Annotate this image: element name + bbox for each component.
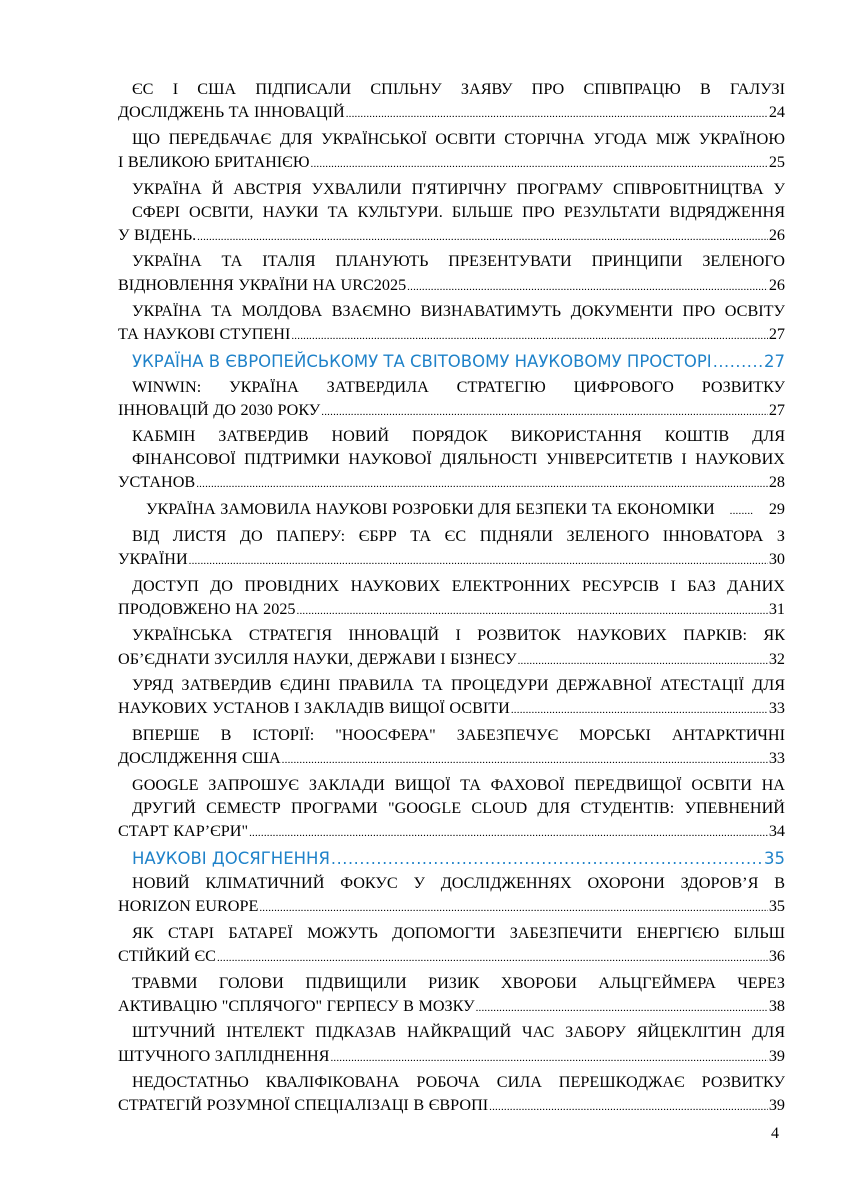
toc-entry-line: ФІНАНСОВОЇ ПІДТРИМКИ НАУКОВОЇ ДІЯЛЬНОСТІ УНІВЕРСИТЕТІВ І НАУКОВИХ (132, 450, 785, 469)
dot-leader (346, 103, 768, 126)
toc-entry-line: ВПЕРШЕ В ІСТОРІЇ: "НООСФЕРА" ЗАБЕЗПЕЧУЄ МОРСЬКІ АНТАРКТИЧНІ (132, 725, 785, 744)
toc-entry[interactable] (118, 972, 785, 1020)
toc-entry-line: УКРАЇНИ (118, 549, 188, 568)
toc-page-number: 31 (768, 599, 785, 618)
dot-leader (331, 847, 763, 871)
table-of-contents (118, 78, 785, 1121)
toc-entry-line: СТРАТЕГІЙ РОЗУМНОЇ СПЕЦІАЛІЗАЦІ В ЄВРОПІ (118, 1096, 489, 1115)
toc-entry-line: ЯК СТАРІ БАТАРЕЇ МОЖУТЬ ДОПОМОГТИ ЗАБЕЗПЕЧИТИ ЕНЕРГІЄЮ БІЛЬШ (132, 923, 785, 942)
toc-entry-line: СТІЙКИЙ ЄС (118, 947, 216, 965)
toc-entry-line: НЕДОСТАТНЬО КВАЛІФІКОВАНА РОБОЧА СИЛА ПЕРЕШКОДЖАЄ РОЗВИТКУ (132, 1073, 785, 1092)
toc-entry[interactable] (118, 774, 785, 845)
dot-leader (511, 699, 768, 722)
toc-entry[interactable] (118, 575, 785, 623)
toc-page-number: 28 (768, 473, 785, 492)
toc-entry[interactable] (118, 1071, 785, 1119)
toc-entry-line: УКРАЇНСЬКА СТРАТЕГІЯ ІННОВАЦІЙ І РОЗВИТОК НАУКОВИХ ПАРКІВ: ЯК (132, 626, 785, 645)
toc-entry-line: WINWIN: УКРАЇНА ЗАТВЕРДИЛА СТРАТЕГІЮ ЦИФРОВОГО РОЗВИТКУ (132, 377, 785, 396)
toc-entry-line: ДРУГИЙ СЕМЕСТР ПРОГРАМИ "GOOGLE CLOUD ДЛЯ СТУДЕНТІВ: УПЕВНЕНИЙ (132, 798, 785, 817)
toc-page-number: 39 (768, 1096, 785, 1115)
toc-entry-line: УКРАЇНА Й АВСТРІЯ УХВАЛИЛИ П'ЯТИРІЧНУ ПРОГРАМУ СПІВРОБІТНИЦТВА У (132, 179, 785, 198)
toc-entry-line: ВІДНОВЛЕННЯ УКРАЇНИ НА URC2025 (118, 275, 407, 294)
toc-page-number: 27 (768, 400, 785, 419)
toc-entry-line: ОБ’ЄДНАТИ ЗУСИЛЛЯ НАУКИ, ДЕРЖАВИ І БІЗНЕСУ (118, 649, 517, 668)
toc-entry-line: ДОСТУП ДО ПРОВІДНИХ НАУКОВИХ ЕЛЕКТРОННИХ РЕСУРСІВ І БАЗ ДАНИХ (132, 576, 785, 595)
toc-entry[interactable] (118, 250, 785, 298)
toc-entry[interactable] (118, 300, 785, 348)
toc-entry-line: ЄС І США ПІДПИСАЛИ СПІЛЬНУ ЗАЯВУ ПРО СПІВПРАЦЮ В ГАЛУЗІ (132, 80, 785, 98)
toc-entry-line: УКРАЇНА ТА МОЛДОВА ВЗАЄМНО ВИЗНАВАТИМУТЬ ДОКУМЕНТИ ПРО ОСВІТУ (132, 302, 785, 321)
toc-entry-line: ДОСЛІДЖЕННЯ США (118, 749, 281, 768)
toc-page-number: 33 (768, 749, 785, 768)
toc-entry-line: У ВІДЕНЬ. (118, 225, 197, 244)
dot-leader (407, 276, 768, 299)
toc-entry[interactable] (118, 724, 785, 772)
toc-entry-line: УСТАНОВ (118, 473, 196, 492)
toc-entry-line: ШТУЧНОГО ЗАПЛІДНЕННЯ (118, 1046, 330, 1065)
page-number: 4 (771, 1125, 779, 1142)
toc-page-number: 36 (768, 947, 785, 965)
toc-entry-line: АКТИВАЦІЮ "СПЛЯЧОГО" ГЕРПЕСУ В МОЗКУ (118, 996, 475, 1015)
toc-entry-line: КАБМІН ЗАТВЕРДИВ НОВИЙ ПОРЯДОК ВИКОРИСТАННЯ КОШТІВ ДЛЯ (132, 427, 785, 446)
toc-entry[interactable] (118, 922, 785, 970)
toc-page-number: 32 (768, 649, 785, 668)
toc-entry[interactable] (118, 178, 785, 249)
toc-page-number: 38 (768, 996, 785, 1015)
toc-page-number: 25 (768, 152, 785, 171)
toc-entry-line: УРЯД ЗАТВЕРДИВ ЄДИНІ ПРАВИЛА ТА ПРОЦЕДУРИ ДЕРЖАВНОЇ АТЕСТАЦІЇ ДЛЯ (132, 676, 785, 695)
dot-leader (249, 822, 768, 845)
dot-leader (716, 500, 754, 523)
toc-entry[interactable] (118, 1021, 785, 1069)
dot-leader (197, 226, 768, 249)
toc-entry-line: ТА НАУКОВІ СТУПЕНІ (118, 325, 291, 344)
dot-leader (518, 650, 768, 673)
dot-leader (321, 401, 768, 424)
toc-section-heading[interactable] (118, 847, 785, 871)
toc-entry[interactable] (118, 624, 785, 672)
dot-leader (217, 947, 768, 970)
toc-entry-line: ДОСЛІДЖЕНЬ ТА ІННОВАЦІЙ (118, 103, 345, 122)
toc-page-number: 27 (764, 352, 785, 371)
toc-entry[interactable] (118, 128, 785, 176)
toc-entry[interactable] (118, 674, 785, 722)
toc-page-number: 24 (768, 103, 785, 122)
toc-entry-line: ШТУЧНИЙ ІНТЕЛЕКТ ПІДКАЗАВ НАЙКРАЩИЙ ЧАС ЗАБОРУ ЯЙЦЕКЛІТИН ДЛЯ (132, 1023, 785, 1042)
toc-entry-line: GOOGLE ЗАПРОШУЄ ЗАКЛАДИ ВИЩОЇ ТА ФАХОВОЇ ПЕРЕДВИЩОЇ ОСВІТИ НА (132, 775, 785, 794)
toc-page-number: 39 (768, 1046, 785, 1065)
toc-entry[interactable] (118, 78, 785, 126)
dot-leader (282, 749, 768, 772)
dot-leader (489, 1096, 768, 1119)
toc-page-number: 35 (764, 848, 785, 868)
toc-entry-line: ПРОДОВЖЕНО НА 2025 (118, 599, 296, 618)
toc-page-number: 29 (768, 500, 785, 519)
toc-page-number: 30 (768, 549, 785, 568)
dot-leader (713, 350, 763, 374)
toc-page-number: 33 (768, 699, 785, 718)
dot-leader (259, 897, 767, 920)
toc-entry[interactable] (118, 376, 785, 424)
toc-entry-line: HORIZON EUROPE (118, 897, 259, 916)
toc-entry-line: УКРАЇНА ТА ІТАЛІЯ ПЛАНУЮТЬ ПРЕЗЕНТУВАТИ ПРИНЦИПИ ЗЕЛЕНОГО (132, 252, 785, 271)
dot-leader (189, 550, 768, 573)
toc-entry-line: НОВИЙ КЛІМАТИЧНИЙ ФОКУС У ДОСЛІДЖЕННЯХ ОХОРОНИ ЗДОРОВ’Я В (132, 874, 785, 893)
toc-entry-line: СТАРТ КАР’ЄРИ" (118, 821, 249, 840)
dot-leader (330, 1047, 767, 1070)
toc-entry[interactable] (118, 872, 785, 920)
toc-section-heading[interactable] (118, 350, 785, 374)
toc-page-number: 35 (768, 897, 785, 916)
toc-entry-line: ЩО ПЕРЕДБАЧАЄ ДЛЯ УКРАЇНСЬКОЇ ОСВІТИ СТОРІЧНА УГОДА МІЖ УКРАЇНОЮ (132, 129, 785, 148)
dot-leader (297, 600, 768, 623)
toc-page-number: 27 (768, 325, 785, 344)
toc-entry[interactable] (118, 525, 785, 573)
toc-entry-line: ВІД ЛИСТЯ ДО ПАПЕРУ: ЄБРР ТА ЄС ПІДНЯЛИ ЗЕЛЕНОГО ІННОВАТОРА З (132, 526, 785, 545)
toc-page-number: 26 (768, 225, 785, 244)
toc-entry-line: УКРАЇНА ЗАМОВИЛА НАУКОВІ РОЗРОБКИ ДЛЯ БЕЗПЕКИ ТА ЕКОНОМІКИ (146, 500, 715, 519)
toc-entry-line: І ВЕЛИКОЮ БРИТАНІЄЮ (118, 152, 310, 171)
toc-entry-line: ІННОВАЦІЙ ДО 2030 РОКУ (118, 400, 321, 419)
toc-section-title: УКРАЇНА В ЄВРОПЕЙСЬКОМУ ТА СВІТОВОМУ НАУКОВОМУ ПРОСТОРІ (132, 352, 712, 371)
dot-leader (196, 473, 768, 496)
toc-entry[interactable] (118, 425, 785, 496)
toc-entry-line: ТРАВМИ ГОЛОВИ ПІДВИЩИЛИ РИЗИК ХВОРОБИ АЛЬЦГЕЙМЕРА ЧЕРЕЗ (132, 973, 785, 992)
dot-leader (476, 997, 768, 1020)
toc-section-title: НАУКОВІ ДОСЯГНЕННЯ (132, 848, 330, 868)
toc-entry-line: СФЕРІ ОСВІТИ, НАУКИ ТА КУЛЬТУРИ. БІЛЬШЕ ПРО РЕЗУЛЬТАТИ ВІДРЯДЖЕННЯ (132, 202, 785, 221)
toc-page-number: 26 (768, 275, 785, 294)
toc-page-number: 34 (768, 821, 785, 840)
toc-entry-line: НАУКОВИХ УСТАНОВ І ЗАКЛАДІВ ВИЩОЇ ОСВІТИ (118, 699, 510, 718)
dot-leader (311, 153, 768, 176)
toc-entry[interactable] (118, 498, 785, 523)
dot-leader (291, 325, 767, 348)
